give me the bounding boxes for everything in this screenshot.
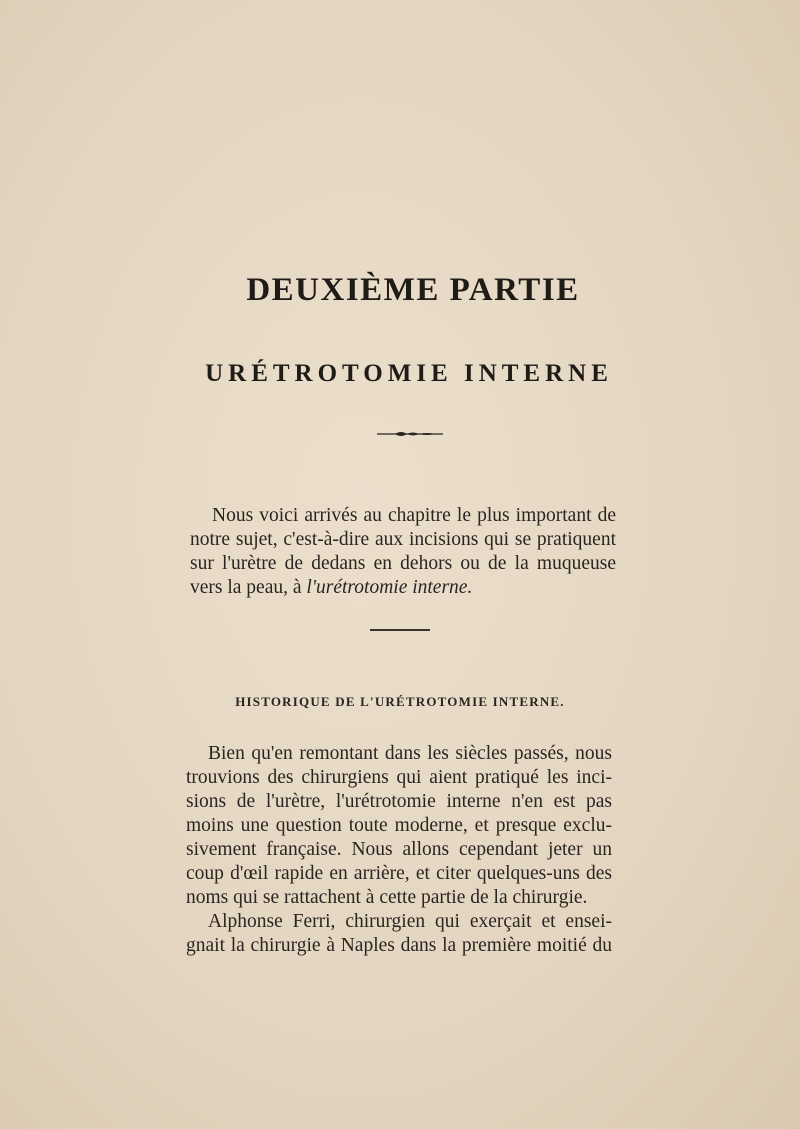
intro-line: notre sujet, c'est-à-dire aux incisions qui se pratiquent	[190, 529, 616, 550]
intro-paragraph	[190, 504, 616, 600]
body-line: Alphonse Ferri, chirurgien qui exerçait et ensei-	[208, 911, 612, 932]
body-line: moins une question toute moderne, et presque exclu-	[186, 815, 612, 836]
ornament-divider-icon	[377, 429, 443, 439]
part-title: DEUXIÈME PARTIE	[246, 272, 580, 308]
body-line: sions de l'urètre, l'urétrotomie interne n'en est pas	[186, 791, 612, 812]
body-paragraph-1	[186, 742, 612, 910]
body-line: noms qui se rattachent à cette partie de la chirurgie.	[186, 887, 588, 908]
body-line: trouvions des chirurgiens qui aient pratiqué les inci-	[186, 767, 612, 788]
intro-line	[190, 576, 616, 600]
intro-italic-term: l'urétrotomie interne.	[306, 577, 473, 598]
body-line: sivement française. Nous allons cependant jeter un	[186, 839, 612, 860]
intro-line: sur l'urètre de dedans en dehors ou de la muqueuse	[190, 553, 616, 574]
section-title: URÉTROTOMIE INTERNE	[205, 360, 613, 387]
horizontal-rule	[370, 629, 430, 631]
intro-line-text: vers la peau, à	[190, 577, 302, 598]
body-paragraph-2	[186, 910, 612, 958]
intro-line: Nous voici arrivés au chapitre le plus important de	[212, 505, 616, 526]
body-line: Bien qu'en remontant dans les siècles passés, nous	[208, 743, 612, 764]
body-line: coup d'œil rapide en arrière, et citer quelques-uns des	[186, 863, 612, 884]
section-subheading: HISTORIQUE DE L'URÉTROTOMIE INTERNE.	[235, 694, 565, 709]
body-line: gnait la chirurgie à Naples dans la première moitié du	[186, 935, 612, 956]
